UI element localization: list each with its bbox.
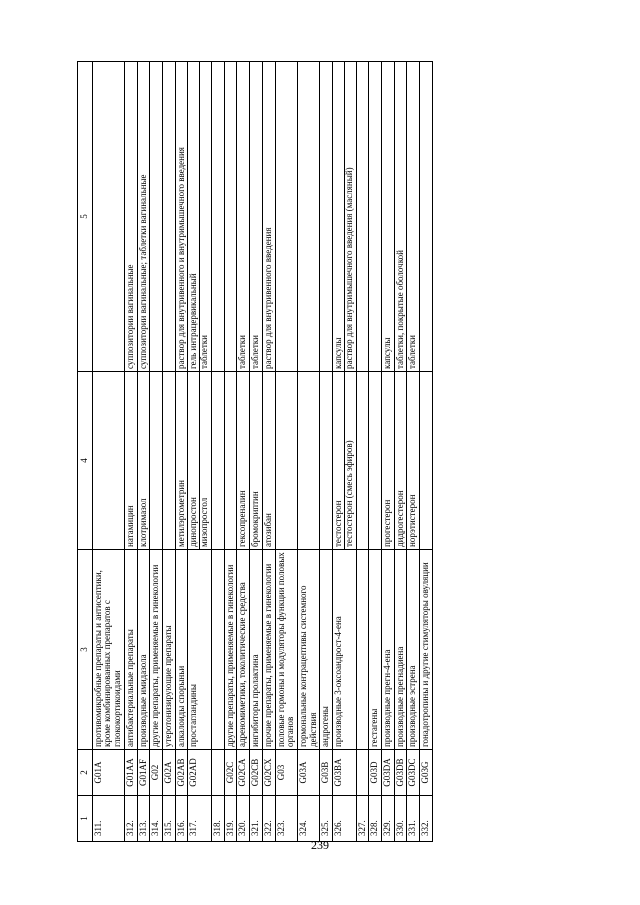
group-name-cell: прочие препараты, применяемые в гинекологии <box>262 550 275 750</box>
drug-name-cell <box>262 372 275 550</box>
drug-name-cell <box>124 372 137 550</box>
table-row <box>92 62 124 842</box>
drug-name-cell <box>275 372 297 550</box>
dosage-form-cell <box>356 62 369 372</box>
dosage-form-cell <box>250 62 263 372</box>
dosage-form-cell-entry: капсулы <box>333 337 344 369</box>
row-number-cell: 332. <box>420 796 433 842</box>
row-number-cell: 325. <box>320 796 333 842</box>
drug-name-cell <box>211 372 224 550</box>
dosage-form-cell <box>224 62 237 372</box>
group-name-cell: андрогены <box>320 550 333 750</box>
dosage-form-cell <box>420 62 433 372</box>
row-number-cell: 321. <box>250 796 263 842</box>
atc-code-cell: G02A <box>163 750 176 796</box>
atc-code-cell: G03DC <box>407 750 420 796</box>
row-number-cell: 316. <box>175 796 188 842</box>
group-name-cell: половые гормоны и модуляторы функции половых органов <box>275 550 297 750</box>
row-number-cell: 313. <box>137 796 150 842</box>
atc-code-cell <box>211 750 224 796</box>
dosage-form-cell <box>369 62 382 372</box>
group-name-cell: антибактериальные препараты <box>124 550 137 750</box>
drug-name-cell <box>224 372 237 550</box>
drug-name-cell-entry: дидрогестерон <box>394 490 405 547</box>
atc-code-cell: G02AD <box>188 750 211 796</box>
drug-name-cell <box>356 372 369 550</box>
drug-name-cell-entry: тестостерон (смесь эфиров) <box>344 372 355 549</box>
atc-code-cell: G02AB <box>175 750 188 796</box>
group-name-cell: адреномиметики, токолитические средства <box>237 550 250 750</box>
drug-name-cell <box>297 372 319 550</box>
group-name-cell: производные прегнадиена <box>394 550 407 750</box>
group-name-cell: гестагены <box>369 550 382 750</box>
dosage-form-cell <box>163 62 176 372</box>
dosage-form-cell <box>92 62 124 372</box>
header-cell: 3 <box>78 550 93 750</box>
row-number-cell: 329. <box>381 796 394 842</box>
header-row <box>78 62 93 842</box>
dosage-form-cell-entry: суппозитории вагинальные <box>124 264 135 369</box>
dosage-form-cell <box>237 62 250 372</box>
atc-code-cell: G01A <box>92 750 124 796</box>
row-number-cell: 328. <box>369 796 382 842</box>
table-row <box>394 62 407 842</box>
row-number-cell: 326. <box>333 796 356 842</box>
drug-name-cell <box>92 372 124 550</box>
table-row <box>381 62 394 842</box>
dosage-form-cell <box>394 62 407 372</box>
drug-name-cell <box>250 372 263 550</box>
dosage-form-cell <box>211 62 224 372</box>
drug-name-cell <box>407 372 420 550</box>
dosage-form-cell-entry: гель интрацервикальный <box>188 273 199 369</box>
dosage-form-cell-entry: суппозитории вагинальные; таблетки вагинальные <box>137 174 148 369</box>
dosage-form-cell <box>333 62 356 372</box>
group-name-cell: утеротонизирующие препараты <box>163 550 176 750</box>
header-cell: 1 <box>78 796 93 842</box>
group-name-cell: производные эстрена <box>407 550 420 750</box>
row-number-cell: 318. <box>211 796 224 842</box>
atc-code-cell: G01AF <box>137 750 150 796</box>
table-row <box>407 62 420 842</box>
dosage-form-cell <box>407 62 420 372</box>
dosage-form-cell <box>150 62 163 372</box>
dosage-form-cell <box>124 62 137 372</box>
drug-name-cell-entry: норэтистерон <box>407 494 418 547</box>
drug-name-cell-entry: динопростон <box>188 497 199 547</box>
atc-code-cell: G02 <box>150 750 163 796</box>
dosage-form-cell-entry: таблетки <box>237 334 248 369</box>
atc-code-cell: G02CX <box>262 750 275 796</box>
dosage-form-cell-entry: таблетки <box>250 334 261 369</box>
drug-name-cell <box>150 372 163 550</box>
table-row <box>163 62 176 842</box>
row-number-cell: 331. <box>407 796 420 842</box>
table-body <box>92 62 432 842</box>
drug-name-cell <box>420 372 433 550</box>
drug-name-cell-entry: натамицин <box>124 505 135 547</box>
atc-code-cell: G02CB <box>250 750 263 796</box>
group-name-cell: ингибиторы пролактина <box>250 550 263 750</box>
rotated-table-container <box>77 62 609 842</box>
group-name-cell <box>356 550 369 750</box>
dosage-form-cell <box>297 62 319 372</box>
drug-name-cell <box>320 372 333 550</box>
table-row <box>224 62 237 842</box>
group-name-cell: противомикробные препараты и антисептики, кроме комбинированных препаратов с глюкокортикоидами <box>92 550 124 750</box>
row-number-cell: 319. <box>224 796 237 842</box>
drug-name-cell-entry: прогестерон <box>381 499 392 547</box>
drug-name-cell-entry: метилэргометрин <box>175 480 186 547</box>
header-cell: 2 <box>78 750 93 796</box>
row-number-cell: 323. <box>275 796 297 842</box>
drug-name-cell-entry: атозибан <box>262 513 273 547</box>
table-row <box>237 62 250 842</box>
table-row <box>356 62 369 842</box>
table-row <box>124 62 137 842</box>
row-number-cell: 312. <box>124 796 137 842</box>
table-row <box>297 62 319 842</box>
row-number-cell: 322. <box>262 796 275 842</box>
table-row <box>188 62 211 842</box>
group-name-cell: другие препараты, применяемые в гинекологии <box>150 550 163 750</box>
row-number-cell: 324. <box>297 796 319 842</box>
drug-name-cell <box>394 372 407 550</box>
table-row <box>137 62 150 842</box>
table-row <box>150 62 163 842</box>
row-number-cell: 330. <box>394 796 407 842</box>
dosage-form-cell-entry: таблетки, покрытые оболочкой <box>394 250 405 369</box>
group-name-cell: гонадотропины и другие стимуляторы овуляции <box>420 550 433 750</box>
dosage-form-cell <box>381 62 394 372</box>
row-number-cell: 315. <box>163 796 176 842</box>
atc-code-cell: G01AA <box>124 750 137 796</box>
drug-name-cell-entry: мизопростол <box>199 372 210 549</box>
dosage-form-cell-entry: капсулы <box>381 337 392 369</box>
table-row <box>175 62 188 842</box>
dosage-form-cell <box>137 62 150 372</box>
atc-code-cell: G03A <box>297 750 319 796</box>
table-row <box>333 62 356 842</box>
drug-name-cell <box>175 372 188 550</box>
row-number-cell: 314. <box>150 796 163 842</box>
group-name-cell: другие препараты, применяемые в гинекологии <box>224 550 237 750</box>
drug-table <box>77 61 433 842</box>
drug-name-cell-entry: бромокриптин <box>250 491 261 547</box>
atc-code-cell: G03G <box>420 750 433 796</box>
dosage-form-cell <box>262 62 275 372</box>
group-name-cell: гормональные контрацептивы системного действия <box>297 550 319 750</box>
atc-code-cell: G03 <box>275 750 297 796</box>
table-row <box>211 62 224 842</box>
group-name-cell <box>211 550 224 750</box>
row-number-cell: 327. <box>356 796 369 842</box>
dosage-form-cell <box>188 62 211 372</box>
drug-name-cell-entry: клотримазол <box>137 498 148 547</box>
table-row <box>420 62 433 842</box>
drug-name-cell <box>381 372 394 550</box>
dosage-form-cell-entry: раствор для внутривенного и внутримышечного введения <box>175 147 186 369</box>
table-row <box>275 62 297 842</box>
header-cell: 5 <box>78 62 93 372</box>
group-name-cell: простагландины <box>188 550 211 750</box>
dosage-form-cell-entry: таблетки <box>199 62 210 371</box>
drug-name-cell <box>137 372 150 550</box>
drug-name-cell <box>333 372 356 550</box>
atc-code-cell: G03D <box>369 750 382 796</box>
drug-name-cell-entry: гексопреналин <box>237 490 248 547</box>
atc-code-cell <box>356 750 369 796</box>
dosage-form-cell-entry: раствор для внутривенного введения <box>262 227 273 369</box>
drug-name-cell <box>237 372 250 550</box>
table-row <box>369 62 382 842</box>
row-number-cell: 320. <box>237 796 250 842</box>
atc-code-cell: G02CA <box>237 750 250 796</box>
row-number-cell: 317. <box>188 796 211 842</box>
drug-name-cell <box>188 372 211 550</box>
group-name-cell: производные прегн-4-ена <box>381 550 394 750</box>
header-cell: 4 <box>78 372 93 550</box>
row-number-cell: 311. <box>92 796 124 842</box>
atc-code-cell: G03DA <box>381 750 394 796</box>
drug-name-cell <box>163 372 176 550</box>
dosage-form-cell <box>275 62 297 372</box>
atc-code-cell: G03B <box>320 750 333 796</box>
drug-name-cell <box>369 372 382 550</box>
group-name-cell: производные 3-оксоандрост-4-ена <box>333 550 356 750</box>
group-name-cell: алкалоиды спорыньи <box>175 550 188 750</box>
drug-name-cell-entry: тестостерон <box>333 500 344 547</box>
dosage-form-cell-entry: таблетки <box>407 334 418 369</box>
atc-code-cell: G03BA <box>333 750 356 796</box>
table-row <box>250 62 263 842</box>
atc-code-cell: G03DB <box>394 750 407 796</box>
table-row <box>320 62 333 842</box>
group-name-cell: производные имидазола <box>137 550 150 750</box>
dosage-form-cell <box>175 62 188 372</box>
dosage-form-cell-entry: раствор для внутримышечного введения (масляный) <box>344 62 355 371</box>
atc-code-cell: G02C <box>224 750 237 796</box>
dosage-form-cell <box>320 62 333 372</box>
table-row <box>262 62 275 842</box>
page-number: 239 <box>311 838 329 852</box>
